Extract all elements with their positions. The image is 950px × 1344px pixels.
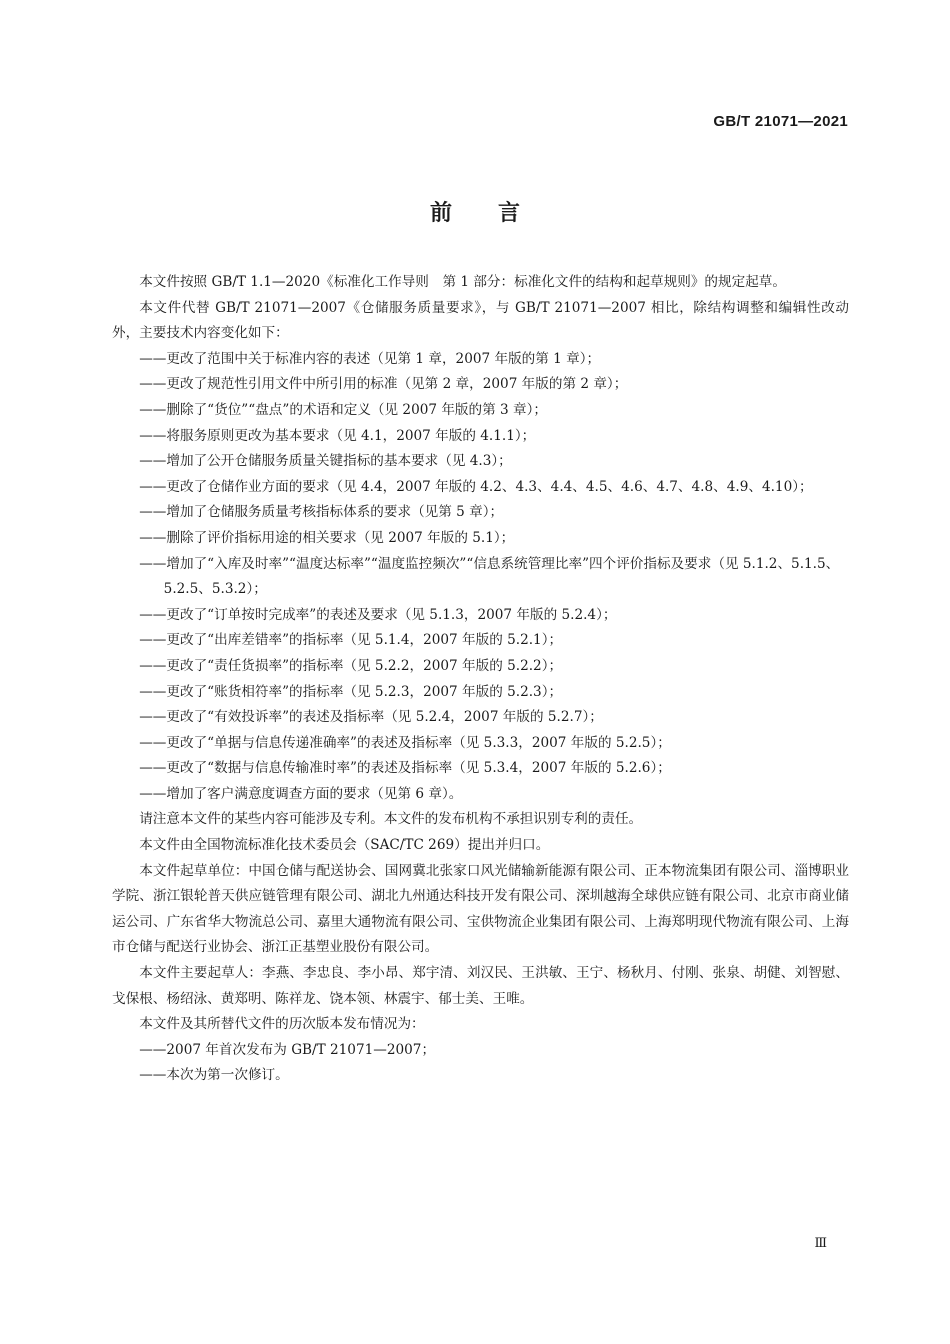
change-item: ——增加了仓储服务质量考核指标体系的要求（见第 5 章）； bbox=[139, 504, 504, 521]
intro-paragraph: 本文件代替 GB/T 21071—2007《仓储服务质量要求》，与 GB/T 21071—2007 相比，除结构调整和编辑性改动外，主要技术内容变化如下： bbox=[112, 299, 849, 342]
change-item: ——增加了公开仓储服务质量关键指标的基本要求（见 4.3）； bbox=[139, 453, 512, 470]
change-item: ——更改了范围中关于标准内容的表述（见第 1 章，2007 年版的第 1 章）； bbox=[139, 350, 601, 367]
change-item: ——将服务原则更改为基本要求（见 4.1，2007 年版的 4.1.1）； bbox=[139, 427, 536, 444]
change-item: ——增加了客户满意度调查方面的要求（见第 6 章）。 bbox=[139, 785, 463, 802]
change-item: ——更改了“数据与信息传输准时率”的表述及指标率（见 5.3.4，2007 年版的 5.2.6）； bbox=[139, 760, 671, 777]
change-item: ——删除了“货位”“盘点”的术语和定义（见 2007 年版的第 3 章）； bbox=[139, 401, 547, 418]
history-intro: 本文件及其所替代文件的历次版本发布情况为： bbox=[139, 1016, 425, 1033]
history-item: ——2007 年首次发布为 GB/T 21071—2007； bbox=[139, 1041, 436, 1058]
change-item: ——删除了评价指标用途的相关要求（见 2007 年版的 5.1）； bbox=[139, 529, 515, 546]
page-number: Ⅲ bbox=[814, 1236, 827, 1251]
change-item: ——更改了“单据与信息传递准确率”的表述及指标率（见 5.3.3，2007 年版的 5.2.5）； bbox=[139, 734, 671, 751]
drafters: 本文件主要起草人：李燕、李忠良、李小昂、郑宇清、刘汉民、王洪敏、王宁、杨秋月、付刚、张泉、胡健、刘智慰、戈保根、杨绍泳、黄郑明、陈祥龙、饶本领、林震宇、郁士美、王唯。 bbox=[112, 965, 849, 1007]
change-item: ——增加了“入库及时率”“温度达标率”“温度监控频次”“信息系统管理比率”四个评价指标及要求（见 5.1.2、5.1.5、5.2.5、5.3.2）； bbox=[139, 555, 840, 598]
drafting-units: 本文件起草单位：中国仓储与配送协会、国网冀北张家口风光储输新能源有限公司、正本物流集团有限公司、淄博职业学院、浙江银轮普天供应链管理有限公司、湖北九州通达科技开发有限公司、深圳越海全球供应链有限公司、北京市商业储运公司、广东省华大物流总公司、嘉里大通物流有限公司、宝供物流企业集团有限公司、上海郑明现代物流有限公司、上海市仓储与配送行业协会、浙江正基塑业股份有限公司。 bbox=[112, 862, 849, 956]
change-item: ——更改了仓储作业方面的要求（见 4.4，2007 年版的 4.2、4.3、4.4、4.5、4.6、4.7、4.8、4.9、4.10）； bbox=[139, 478, 813, 495]
intro-paragraph: 本文件按照 GB/T 1.1—2020《标准化工作导则 第 1 部分：标准化文件的结构和起草规则》的规定起草。 bbox=[139, 274, 786, 290]
proposer-paragraph: 本文件由全国物流标准化技术委员会（SAC/TC 269）提出并归口。 bbox=[139, 837, 550, 854]
change-item: ——更改了规范性引用文件中所引用的标准（见第 2 章，2007 年版的第 2 章）； bbox=[139, 376, 628, 393]
change-item: ——更改了“账货相符率”的指标率（见 5.2.3，2007 年版的 5.2.3）； bbox=[139, 683, 563, 700]
change-item: ——更改了“出库差错率”的指标率（见 5.1.4，2007 年版的 5.2.1）； bbox=[139, 632, 563, 649]
change-item: ——更改了“订单按时完成率”的表述及要求（见 5.1.3，2007 年版的 5.2.4）； bbox=[139, 606, 617, 623]
page-title: 前言 bbox=[429, 201, 566, 226]
foreword-body bbox=[112, 270, 849, 1089]
change-item: ——更改了“有效投诉率”的表述及指标率（见 5.2.4，2007 年版的 5.2.7）； bbox=[139, 709, 603, 726]
history-item: ——本次为第一次修订。 bbox=[139, 1067, 289, 1084]
patent-notice: 请注意本文件的某些内容可能涉及专利。本文件的发布机构不承担识别专利的责任。 bbox=[139, 811, 643, 828]
change-item: ——更改了“责任货损率”的指标率（见 5.2.2，2007 年版的 5.2.2）； bbox=[139, 657, 563, 674]
standard-code: GB/T 21071—2021 bbox=[713, 113, 848, 130]
